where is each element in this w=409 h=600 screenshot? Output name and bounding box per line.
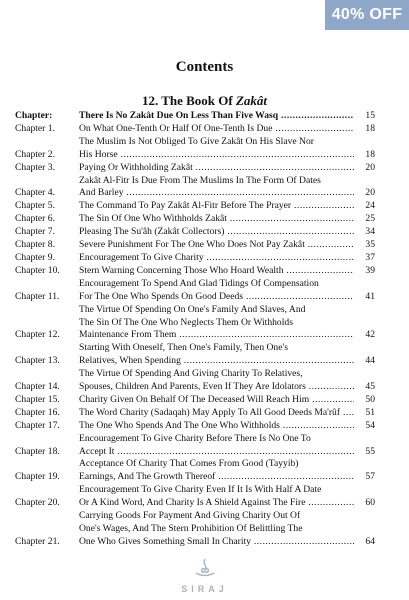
chapter-title (79, 394, 357, 407)
toc-row (15, 175, 375, 201)
page-number: 42 (365, 329, 375, 341)
chapter-title (79, 200, 357, 213)
chapter-title-line: The Sin Of One Who Withholds Zakât ..... (79, 213, 354, 224)
page-number: 54 (365, 419, 375, 431)
page-number: 20 (365, 161, 375, 173)
chapter-title-line: Zakât Al-Fitr Is Due From The Muslims In The Form Of Dates (79, 174, 321, 186)
chapter-number: Chapter 18. (15, 445, 60, 457)
chapter-number: Chapter 9. (15, 251, 55, 263)
toc-row (15, 252, 375, 265)
toc-row (15, 368, 375, 394)
chapter-number: Chapter 12. (15, 329, 60, 341)
toc-row (15, 510, 375, 549)
page-number: 41 (365, 290, 375, 302)
chapter-title (79, 304, 357, 343)
chapter-number: Chapter 20. (15, 497, 60, 509)
chapter-number: Chapter 7. (15, 226, 55, 238)
page-number: 18 (365, 148, 375, 160)
siraj-watermark (0, 558, 409, 594)
chapter-number: Chapter 4. (15, 187, 55, 199)
chapter-number: Chapter 1. (15, 122, 55, 134)
chapter-title-line: The Sin Of The One Who Neglects Them Or Withholds (79, 316, 293, 328)
chapter-number: Chapter 14. (15, 381, 60, 393)
chapter-title-line: Starting With Oneself, Then One's Family, Then One's (79, 342, 288, 354)
book-heading (0, 93, 409, 109)
chapter-number: Chapter 15. (15, 393, 60, 405)
page-number: 37 (365, 251, 375, 263)
chapter-title-line: Paying Or Withholding Zakât ..... (79, 162, 354, 173)
chapter-title-line: The Virtue Of Spending On One's Family And Slaves, And (79, 303, 306, 315)
siraj-logo-icon (193, 558, 217, 578)
chapter-title-line: His Horse ..... (79, 149, 354, 160)
toc-row (15, 136, 375, 162)
page-number: 64 (365, 535, 375, 547)
chapter-number: Chapter 6. (15, 213, 55, 225)
chapter-title-line: There Is No Zakât Due On Less Than Five Wasq ..... (79, 110, 354, 121)
chapter-title (79, 458, 357, 484)
chapter-title-line: Stern Warning Concerning Those Who Hoard Wealth ..... (79, 265, 354, 276)
discount-badge: 40% OFF (325, 0, 409, 30)
chapter-title-line: Spouses, Children And Parents, Even If They Are Idolators ..... (79, 381, 354, 392)
chapter-title-line: Severe Punishment For The One Who Does Not Pay Zakât ..... (79, 239, 354, 250)
chapter-title-line: Earnings, And The Growth Thereof ..... (79, 471, 354, 482)
chapter-title-line: Encouragement To Give Charity ..... (79, 252, 354, 263)
table-of-contents (15, 110, 375, 549)
chapter-number: Chapter 16. (15, 406, 60, 418)
chapter-title-line: And Barley ..... (79, 187, 354, 198)
page-number: 57 (365, 471, 375, 483)
chapter-title-line: Charity Given On Behalf Of The Deceased Will Reach Him ..... (79, 394, 354, 405)
chapter-title-line: Maintenance From Them ..... (79, 329, 354, 340)
chapter-number: Chapter 8. (15, 239, 55, 251)
chapter-title-line: For The One Who Spends On Good Deeds ..... (79, 291, 354, 302)
chapter-title (79, 484, 357, 510)
chapter-number: Chapter 3. (15, 161, 55, 173)
page-number: 18 (365, 122, 375, 134)
toc-row (15, 420, 375, 433)
page-number: 24 (365, 200, 375, 212)
chapter-title (79, 239, 357, 252)
toc-row (15, 213, 375, 226)
toc-row (15, 200, 375, 213)
toc-row (15, 304, 375, 343)
page-number: 39 (365, 264, 375, 276)
chapter-title (79, 368, 357, 394)
toc-row (15, 123, 375, 136)
page-title: Contents (175, 59, 234, 75)
chapter-number: Chapter 13. (15, 355, 60, 367)
chapter-number: Chapter 5. (15, 200, 55, 212)
chapter-title-line: The Word Charity (Sadaqah) May Apply To All Good Deeds Ma'rûf ..... (79, 407, 354, 418)
chapter-title-line: Relatives, When Spending ..... (79, 355, 354, 366)
chapter-title (79, 420, 357, 433)
toc-row (15, 110, 375, 123)
toc-row (15, 484, 375, 510)
book-number: 12. The Book Of (141, 93, 236, 108)
chapter-title-line: Encouragement To Give Charity Even If It Is With Half A Date (79, 484, 322, 496)
chapter-title-line: Encouragement To Spend And Glad Tidings Of Compensation (79, 277, 319, 289)
chapter-number: Chapter 11. (15, 290, 60, 302)
chapter-number: Chapter 21. (15, 535, 60, 547)
chapter-title (79, 278, 357, 304)
page-number: 35 (365, 239, 375, 251)
chapter-title-line: The Command To Pay Zakât Al-Fitr Before The Prayer ..... (79, 200, 354, 211)
chapter-number: Chapter 2. (15, 148, 55, 160)
toc-row (15, 394, 375, 407)
toc-row (15, 278, 375, 304)
page-number: 50 (365, 393, 375, 405)
chapter-title (79, 265, 357, 278)
toc-row (15, 342, 375, 368)
chapter-title (79, 136, 357, 162)
page-number: 55 (365, 445, 375, 457)
toc-row (15, 407, 375, 420)
chapter-title (79, 213, 357, 226)
toc-row (15, 239, 375, 252)
chapter-title-line: One's Wages, And The Stern Prohibition Of Belittling The (79, 523, 303, 534)
page-number: 45 (365, 381, 375, 393)
chapter-title (79, 407, 357, 420)
toc-row (15, 226, 375, 239)
page-number: 51 (365, 406, 375, 418)
chapter-title-line: Or A Kind Word, And Charity Is A Shield Against The Fire ..... (79, 497, 354, 508)
toc-row (15, 162, 375, 175)
chapter-title-line: Encouragement To Give Charity Before There Is No One To (79, 432, 311, 444)
toc-row (15, 433, 375, 459)
toc-row (15, 265, 375, 278)
chapter-title-line: Pleasing The Su'âh (Zakât Collectors) ..... (79, 226, 354, 237)
chapter-title-line: Acceptance Of Charity That Comes From Good (Tayyib) (79, 458, 299, 470)
page-number: 34 (365, 226, 375, 238)
chapter-number: Chapter 17. (15, 419, 60, 431)
chapter-title (79, 123, 357, 136)
watermark-text: SIRAJ (181, 584, 228, 594)
chapter-title-line: Carrying Goods For Payment And Giving Charity Out Of (79, 510, 301, 522)
page-number: 15 (365, 110, 375, 121)
chapter-title (79, 252, 357, 265)
chapter-title (79, 342, 357, 368)
page-number: 25 (365, 213, 375, 225)
chapter-title-line: The Virtue Of Spending And Giving Charity To Relatives, (79, 368, 303, 380)
page-number: 60 (365, 497, 375, 509)
chapter-title (79, 110, 357, 123)
chapter-title-line: The Muslim Is Not Obliged To Give Zakât On His Slave Nor (79, 135, 314, 147)
chapter-title (79, 162, 357, 175)
chapter-title-line: Accept It ..... (79, 446, 354, 457)
page-number: 44 (365, 355, 375, 367)
chapter-number: Chapter 19. (15, 471, 60, 483)
chapter-title-line: On What One-Tenth Or Half Of One-Tenth Is Due ..... (79, 123, 354, 134)
chapter-number: Chapter: (15, 110, 53, 121)
page-number: 20 (365, 187, 375, 199)
chapter-title (79, 510, 357, 549)
toc-row (15, 458, 375, 484)
book-name: Zakât (235, 93, 268, 108)
chapter-title (79, 433, 357, 459)
chapter-title (79, 226, 357, 239)
chapter-title-line: The One Who Spends And The One Who Withholds ..... (79, 420, 354, 431)
chapter-number: Chapter 10. (15, 264, 60, 276)
chapter-title-line: One Who Gives Something Small In Charity ..... (79, 536, 354, 547)
chapter-title (79, 175, 357, 201)
